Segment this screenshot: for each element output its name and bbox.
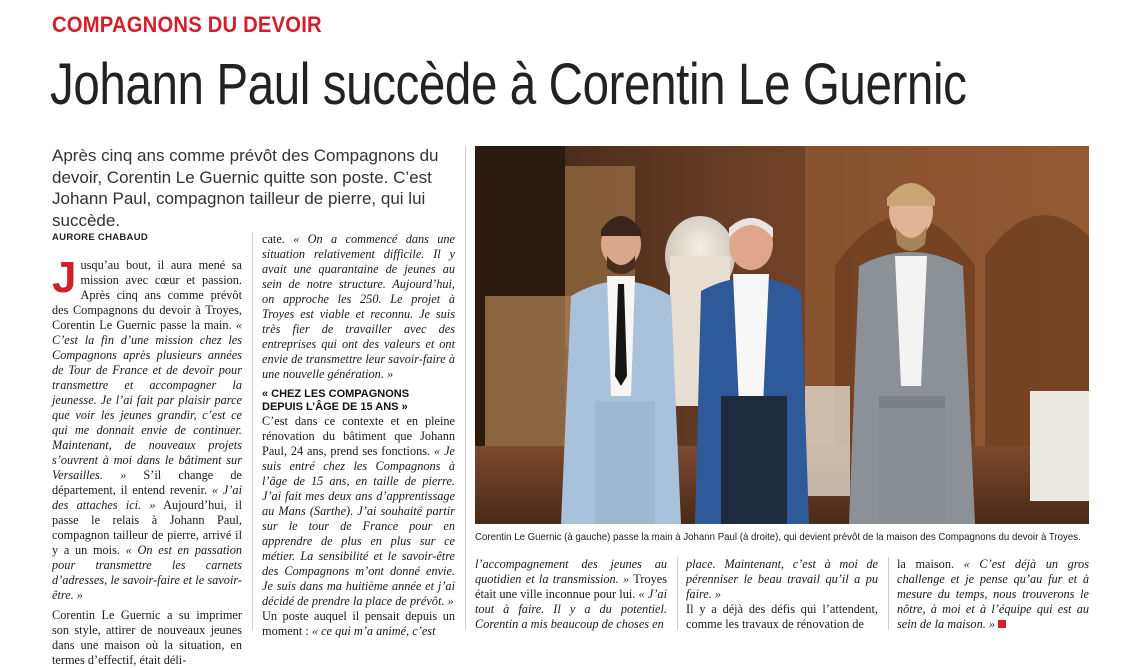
paragraph (475, 557, 667, 632)
end-of-article-mark (998, 620, 1006, 628)
text-run: Corentin Le Guernic a su imprimer son style, attirer de nouveaux jeunes dans une maison où la situation, en termes d’effectif, était déli- (52, 608, 242, 667)
column-divider (252, 232, 253, 630)
paragraph (686, 602, 878, 632)
subheading (262, 388, 455, 414)
quote: « ce qui m’a animé, c’est (311, 624, 436, 638)
paragraph (52, 253, 243, 603)
paragraph (262, 414, 455, 609)
text-run: cate. (262, 232, 285, 246)
quote: « On est en passation pour transmettre les carnets d’adresses, le savoir-faire et le savoir-être. » (52, 543, 242, 602)
article-headline: Johann Paul succède à Corentin Le Guernic (50, 52, 967, 117)
text-run: C’est dans ce contexte et en pleine rénovation du bâtiment que Johann Paul, 24 ans, prend ses fonctions. (262, 414, 455, 458)
article-column-2 (262, 232, 455, 639)
column-divider (465, 146, 466, 630)
text-run: Troyes était une ville inconnue pour lui. (475, 572, 667, 601)
quote: l’accompagnement des jeunes au quotidien et la transmission. » (475, 557, 667, 586)
paragraph (262, 609, 455, 639)
column-divider (888, 557, 889, 630)
byline: AURORE CHABAUD (52, 232, 149, 243)
section-kicker: COMPAGNONS DU DEVOIR (52, 12, 322, 37)
article-column-1 (52, 253, 243, 668)
quote: « C’est déjà un gros challenge et je pense qu’au fur et à mesure du temps, nous trouverons le nôtre, à moi et à l’équipe qui est au sein de la maison. » (897, 557, 1089, 631)
article-photo (475, 146, 1089, 524)
text-run: Un poste auquel il pensait depuis un moment : (262, 609, 455, 638)
quote: « Je suis entré chez les Compagnons à l’âge de 15 ans, en taille de pierre. J’ai fait mes deux ans d’apprentissage au Mans (Sarthe). J’ai souhaité partir sur le tour de France pour en apprendre de plus en plus sur ce métier. La sensibilité et le savoir-être des Compagnons m’ont donné envie. Je suis dans ma huitième année et j’ai décidé de prendre la place de prévôt. » (262, 444, 456, 608)
text-run: Aujourd’hui, il passe le relais à Johann Paul, compagnon tailleur de pierre, arrivé il y a un mois. (52, 498, 242, 557)
paragraph (686, 557, 878, 602)
text-run: usqu’au bout, il aura mené sa mission avec cœur et passion. Après cinq ans comme prévôt des Compagnons du devoir à Troyes, Corentin Le Guernic passe la main. (52, 258, 242, 332)
article-column-3 (475, 557, 667, 632)
text-run: S’il change de département, il entend revenir. (52, 468, 242, 497)
article-lead: Après cinq ans comme prévôt des Compagnons du devoir, Corentin Le Guernic quitte son poste. C’est Johann Paul, compagnon tailleur de pierre, qui lui succède. (52, 146, 439, 230)
quote: « On a commencé dans une situation relativement difficile. Il y avait une quarantaine de jeunes au sein de notre structure. Aujourd’hui, on approche les 250. Le projet à Troyes est viable et reconnu. Je suis très fier de travailler avec des entreprises qui ont des valeurs et ont envie de transmettre leur savoir-faire à une nouvelle génération. » (262, 232, 455, 381)
paragraph (52, 608, 242, 668)
drop-cap: J (52, 253, 77, 302)
text-run: Il y a déjà des défis qui l’attendent, comme les travaux de rénovation de (686, 602, 878, 631)
quote: « J’ai des attaches ici. » (52, 483, 242, 512)
quote: place. Maintenant, c’est à moi de pérenniser le beau travail qu’il a pu faire. » (686, 557, 878, 601)
quote: « C’est la fin d’une mission chez les Compagnons après plusieurs années de Tour de France et de devoir pour transmettre et accompagner la jeunesse. Je l’ai fait par plaisir parce que voir les jeunes grandir, c’est ce qui me donnait envie de continuer. Maintenant, de nouveaux projets s’ouvrent à moi dans le bâtiment sur Versailles. » (52, 318, 243, 482)
subheading-line: DEPUIS L’ÂGE DE 15 ANS » (262, 401, 408, 413)
article-column-4 (686, 557, 878, 632)
paragraph (897, 557, 1089, 632)
photo-caption: Corentin Le Guernic (à gauche) passe la main à Johann Paul (à droite), qui devient prévôt de la maison des Compagnons du devoir à Troyes. (475, 531, 1081, 543)
quote: « J’ai tout à faire. Il y a du potentiel. Corentin a mis beaucoup de choses en (475, 587, 667, 631)
subheading-line: « CHEZ LES COMPAGNONS (262, 388, 410, 400)
article-column-5 (897, 557, 1089, 632)
paragraph (262, 232, 455, 382)
column-divider (677, 557, 678, 630)
text-run: la maison. (897, 557, 955, 571)
